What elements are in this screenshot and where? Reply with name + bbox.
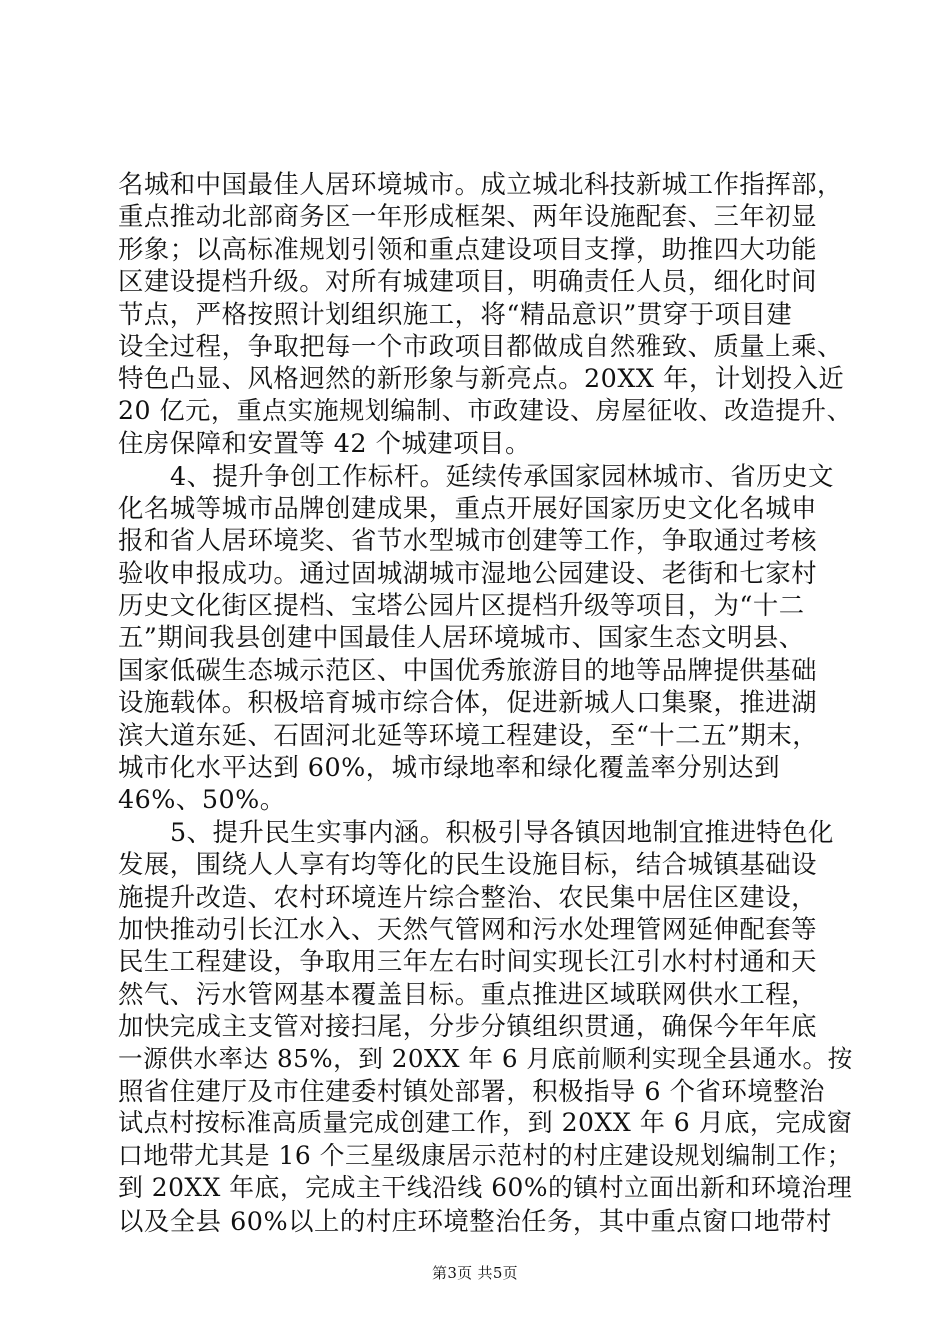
text-line: 重点推动北部商务区一年形成框架、两年设施配套、三年初显 xyxy=(118,201,818,232)
text-line: 报和省人居环境奖、省节水型城市创建等工作，争取通过考核 xyxy=(118,525,818,556)
text-line: 发展，围绕人人享有均等化的民生设施目标，结合城镇基础设 xyxy=(118,849,818,880)
text-line: 加快推动引长江水入、天然气管网和污水处理管网延伸配套等 xyxy=(118,913,818,944)
text-line: 国家低碳生态城示范区、中国优秀旅游目的地等品牌提供基础 xyxy=(118,654,818,685)
text-line: 形象；以高标准规划引领和重点建设项目支撑，助推四大功能 xyxy=(118,233,818,264)
text-line: 节点，严格按照计划组织施工，将“精品意识”贯穿于项目建 xyxy=(118,298,793,329)
text-line: 名城和中国最佳人居环境城市。成立城北科技新城工作指挥部， xyxy=(118,169,843,199)
paragraph-start-line: 4、提升争创工作标杆。延续传承国家园林城市、省历史文 xyxy=(170,460,834,491)
paragraph-start-line: 5、提升民生实事内涵。积极引导各镇因地制宜推进特色化 xyxy=(170,816,834,847)
text-line: 20 亿元，重点实施规划编制、市政建设、房屋征收、改造提升、 xyxy=(118,395,853,425)
text-line: 民生工程建设，争取用三年左右时间实现长江引水村村通和天 xyxy=(118,946,818,977)
body-text xyxy=(118,168,852,1237)
text-line: 设全过程，争取把每一个市政项目都做成自然雅致、质量上乘、 xyxy=(118,330,843,361)
text-line: 城市化水平达到 60%，城市绿地率和绿化覆盖率分别达到 xyxy=(118,752,780,783)
text-line: 然气、污水管网基本覆盖目标。重点推进区域联网供水工程， xyxy=(118,978,818,1009)
text-line: 特色凸显、风格迥然的新形象与新亮点。20XX 年，计划投入近 xyxy=(118,363,845,394)
text-line: 到 20XX 年底，完成主干线沿线 60%的镇村立面出新和环境治理 xyxy=(118,1173,853,1203)
text-line: 46%、50%。 xyxy=(118,784,286,815)
text-line: 口地带尤其是 16 个三星级康居示范村的村庄建设规划编制工作； xyxy=(118,1140,853,1170)
text-line: 照省住建厅及市住建委村镇处部署，积极指导 6 个省环境整治 xyxy=(118,1075,825,1106)
page-number-footer: 第3页 共5页 xyxy=(432,1264,518,1282)
text-line: 施提升改造、农村环境连片综合整治、农民集中居住区建设， xyxy=(118,881,818,912)
text-line: 五”期间我县创建中国最佳人居环境城市、国家生态文明县、 xyxy=(118,622,805,653)
text-line: 历史文化街区提档、宝塔公园片区提档升级等项目，为“十二 xyxy=(118,590,805,621)
text-line: 化名城等城市品牌创建成果，重点开展好国家历史文化名城申 xyxy=(118,492,818,523)
text-line: 滨大道东延、石固河北延等环境工程建设，至“十二五”期末， xyxy=(118,719,819,750)
text-line: 区建设提档升级。对所有城建项目，明确责任人员，细化时间 xyxy=(118,266,818,297)
text-line: 一源供水率达 85%，到 20XX 年 6 月底前顺利实现全县通水。按 xyxy=(118,1043,853,1073)
text-line: 试点村按标准高质量完成创建工作，到 20XX 年 6 月底，完成窗 xyxy=(118,1108,853,1138)
text-line: 验收申报成功。通过固城湖城市湿地公园建设、老街和七家村 xyxy=(118,557,818,588)
text-line: 设施载体。积极培育城市综合体，促进新城人口集聚，推进湖 xyxy=(118,687,818,718)
text-line: 加快完成主支管对接扫尾，分步分镇组织贯通，确保今年年底 xyxy=(118,1011,818,1042)
text-line: 住房保障和安置等 42 个城建项目。 xyxy=(118,428,531,459)
text-line: 以及全县 60%以上的村庄环境整治任务，其中重点窗口地带村 xyxy=(118,1205,832,1236)
